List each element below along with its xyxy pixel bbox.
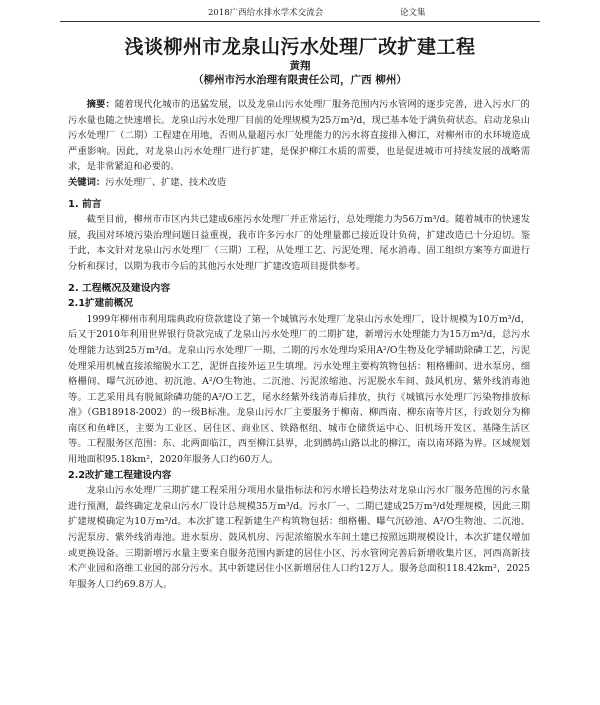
header-section: 论文集 xyxy=(400,8,426,18)
keywords-text: 污水处理厂、扩建、技术改造 xyxy=(105,176,227,188)
section-1-heading: 1. 前言 xyxy=(68,198,102,210)
abstract xyxy=(68,97,530,175)
keywords-label: 关键词： xyxy=(68,176,106,188)
paper-body xyxy=(68,88,530,592)
section-1-paragraph: 截至目前，柳州市市区内共已建成6座污水处理厂并正常运行，总处理能力为56万m³/d。随着城市的快速发展，我国对环境污染治理问题日益重视，我市许多污水厂的处理量都已接近设计负荷，扩建改造已十分迫切。鉴于此，本文针对龙泉山污水处理厂（三期）工程，从处理工艺、污泥处理、尾水消毒、固工组织方案等方面进行分析和探讨，以期为我市今后的其他污水处理厂扩建改造项目提供参考。 xyxy=(68,214,530,272)
section-2-heading: 2. 工程概况及建设内容 xyxy=(68,282,171,294)
header-rule xyxy=(60,21,540,22)
section-2-2-heading: 2.2改扩建工程建设内容 xyxy=(68,469,172,481)
header-conference: 2018广西给水排水学术交流会 xyxy=(208,8,324,18)
author-name: 黄翔 xyxy=(289,60,311,72)
section-2-1-heading: 2.1扩建前概况 xyxy=(68,298,133,310)
abstract-label: 摘要： xyxy=(86,99,115,110)
paper-title: 浅谈柳州市龙泉山污水处理厂改扩建工程 xyxy=(124,36,476,58)
running-header xyxy=(0,6,600,20)
keywords xyxy=(68,175,530,191)
section-2-2-paragraph: 龙泉山污水处理厂三期扩建工程采用分项用水量指标法和污水增长趋势法对龙泉山污水厂服务范围的污水量进行预测，最终确定龙泉山污水厂设计总规模35万m³/d。污水厂一、二期已建成25万m³/d处理规模，因此三期扩建规模确定为10万m³/d。本次扩建工程新建生产构筑物包括：细格栅、曝气沉砂池、A²/O生物池、二沉池、污泥泵房、紫外线消毒池。进水泵房、鼓风机房、污泥浓缩脱水车间土建已按照远期规模设计，本次扩建仅增加或更换设备。三期新增污水量主要来自服务范围内新建的居住小区、污水管网完善后新增收集片区，河西高新技术产业园和洛维工业园的部分污水。其中新建居住小区新增居住人口约12万人。服务总面积118.42km²，2025年服务人口约69.8万人。 xyxy=(68,485,530,590)
abstract-text: 随着现代化城市的迅猛发展，以及龙泉山污水处理厂服务范围内污水管网的逐步完善，进入污水厂的污水量也随之快速增长。龙泉山污水处理厂目前的处理规模为25万m³/d，现已基本处于满负荷状态。启动龙泉山污水处理厂（二期）工程建在用地，否则从量超污水厂处理能力的污水将直接排入柳江，对柳州市的水环境造成严重影响。因此，对龙泉山污水处理厂进行扩建，是保护柳江水质的需要，也是促进城市可持续发展的战略需求，是非常紧迫和必要的。 xyxy=(68,99,530,173)
section-2-1-paragraph: 1999年柳州市利用瑞典政府贷款建设了第一个城镇污水处理厂龙泉山污水处理厂，设计规模为10万m³/d，后又于2010年利用世界银行贷款完成了龙泉山污水处理厂的二期扩建，新增污水处理能力为15万m³/d，总污水处理能力达到25万m³/d。龙泉山污水处理厂一期、二期的污水处理均采用A²/O生物及化学辅助除磷工艺，污泥处理采用机械直接浓缩脱水工艺，泥饼直接外运卫生填埋。污水处理主要构筑物包括：粗格栅间、进水泵房、细格栅间、曝气沉砂池、初沉池、A²/O生物池、二沉池、污泥浓缩池、污泥脱水车间、鼓风机房、紫外线消毒池等。工艺采用具有脱氮除磷功能的A²/O工艺，尾水经紫外线消毒后排放，执行《城镇污水处理厂污染物排放标准》（GB18918-2002）的一级B标准。龙泉山污水厂主要服务于柳南、柳西南、柳东南等片区，行政划分为柳南区和鱼峰区，主要为工业区、居住区、商业区、铁路枢纽、城市仓储货运中心、旧机场开发区、基隆生活区等。工程服务区范围：东、北两面临江，西至柳江县界，北到鹧鸪山路以北的柳江，南以南环路为界。区域规划用地面积95.18km²，2020年服务人口约60万人。 xyxy=(68,313,530,466)
author-affiliation: （柳州市污水治理有限责任公司，广西 柳州） xyxy=(193,74,407,86)
